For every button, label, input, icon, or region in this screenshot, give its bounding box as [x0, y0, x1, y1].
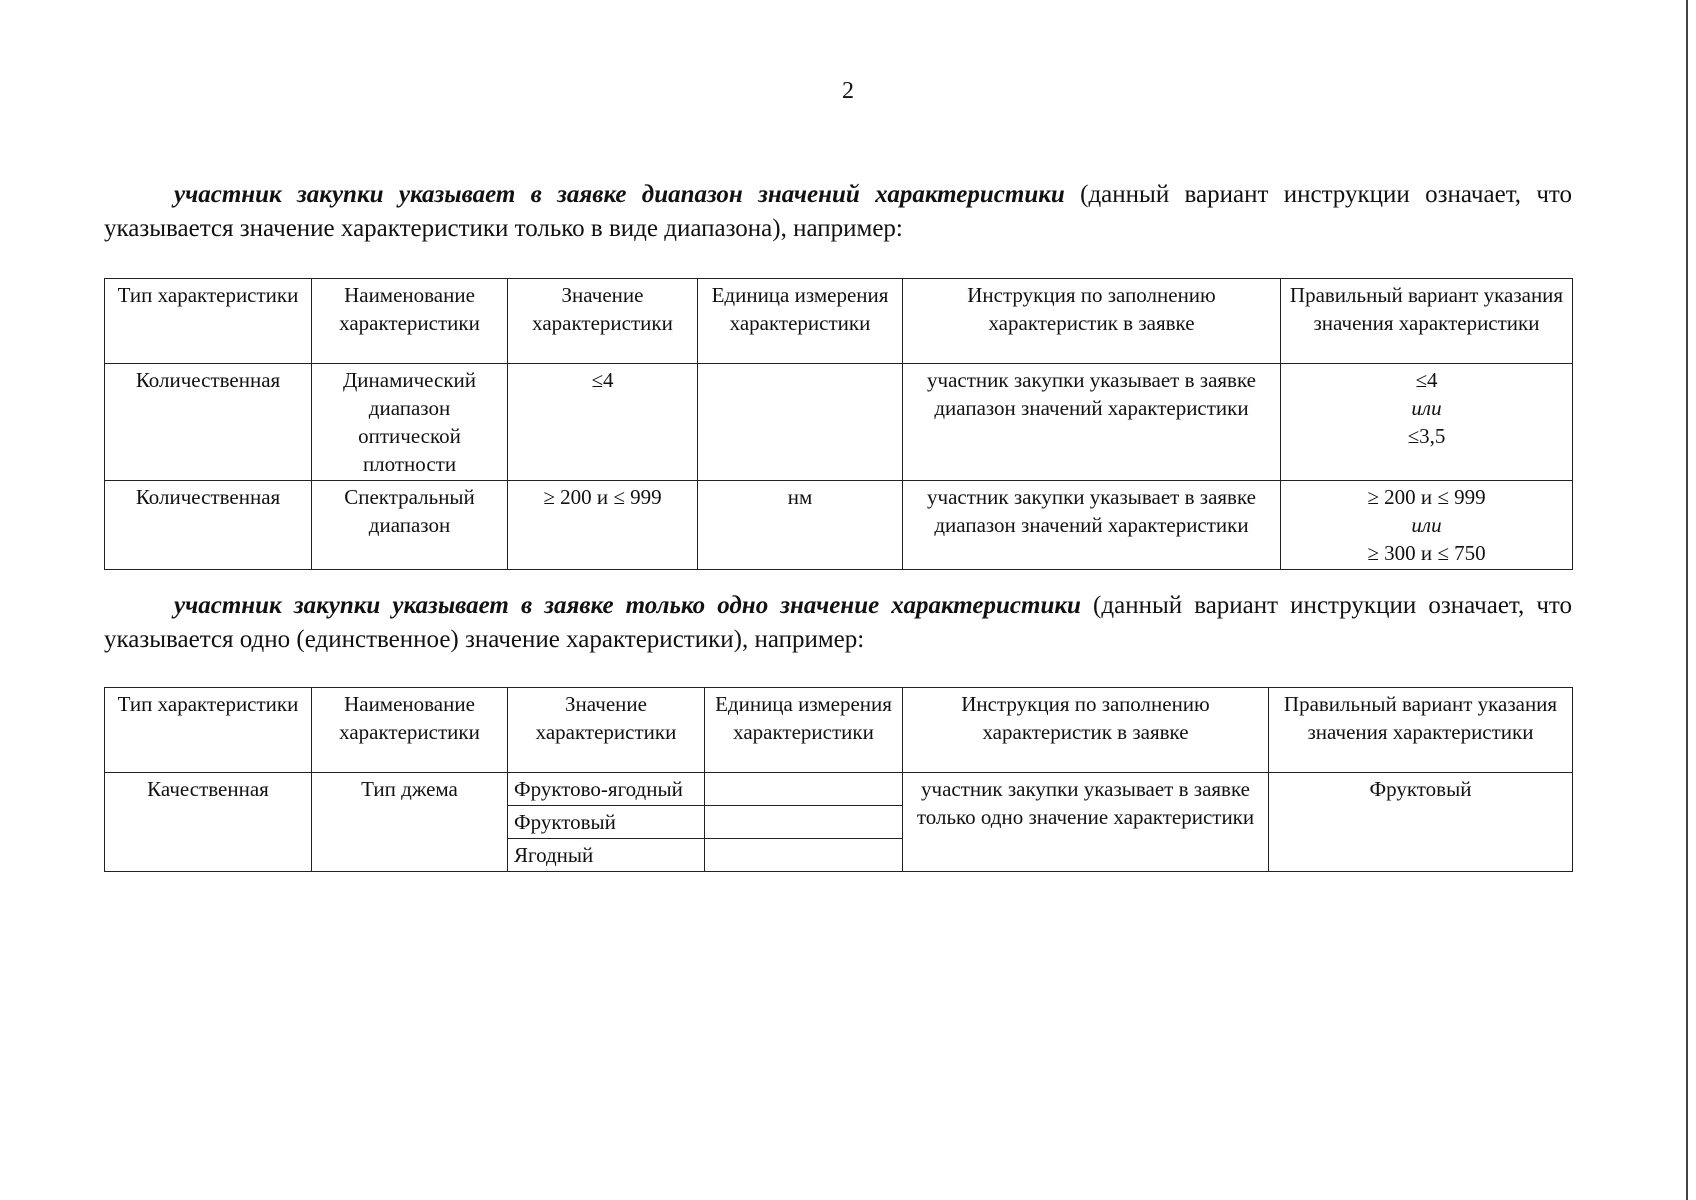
cell-correct: Фруктовый	[1269, 773, 1573, 872]
cell-value-option: Фруктово-ягодный	[508, 773, 705, 806]
cell-type: Качественная	[105, 773, 312, 872]
cell-name: Спектральный диапазон	[312, 481, 508, 570]
header-type: Тип характеристики	[105, 279, 312, 364]
table-row	[105, 481, 1573, 570]
section1-lead: участник закупки указывает в заявке диапазон значений характеристики	[174, 181, 1065, 208]
cell-instruction: участник закупки указывает в заявке диапазон значений характеристики	[903, 364, 1281, 481]
section2-paragraph	[104, 589, 1572, 657]
scan-edge	[1682, 0, 1696, 1200]
cell-unit	[705, 806, 903, 839]
cell-type: Количественная	[105, 364, 312, 481]
cell-value: ≥ 200 и ≤ 999	[508, 481, 698, 570]
cell-name: Тип джема	[312, 773, 508, 872]
correct-option-a: ≤4	[1415, 368, 1438, 392]
table-header-row	[105, 688, 1573, 773]
cell-name: Динамический диапазон оптической плотности	[312, 364, 508, 481]
header-name: Наименование характеристики	[312, 279, 508, 364]
table-row	[105, 773, 1573, 806]
correct-option-b: ≤3,5	[1407, 424, 1446, 448]
cell-unit	[698, 364, 903, 481]
header-unit: Единица измерения характеристики	[705, 688, 903, 773]
header-correct: Правильный вариант указания значения характеристики	[1281, 279, 1573, 364]
cell-correct	[1281, 364, 1573, 481]
correct-or: или	[1411, 513, 1442, 537]
cell-type: Количественная	[105, 481, 312, 570]
correct-option-b: ≥ 300 и ≤ 750	[1367, 541, 1486, 565]
table-row	[105, 364, 1573, 481]
section1-paragraph	[104, 178, 1572, 246]
header-correct: Правильный вариант указания значения характеристики	[1269, 688, 1573, 773]
cell-correct	[1281, 481, 1573, 570]
header-unit: Единица измерения характеристики	[698, 279, 903, 364]
header-type: Тип характеристики	[105, 688, 312, 773]
header-value: Значение характеристики	[508, 688, 705, 773]
cell-value-option: Ягодный	[508, 839, 705, 872]
header-instruction: Инструкция по заполнению характеристик в заявке	[903, 279, 1281, 364]
cell-instruction: участник закупки указывает в заявке только одно значение характеристики	[903, 773, 1269, 872]
single-value-example-table	[104, 687, 1573, 872]
cell-unit	[705, 839, 903, 872]
section1-text: (данный вариант инструкции означает, что указывается значение характеристики только в виде диапазона), например:	[104, 181, 1572, 242]
correct-option-a: ≥ 200 и ≤ 999	[1367, 485, 1486, 509]
page-number: 2	[842, 78, 854, 104]
section2-lead: участник закупки указывает в заявке только одно значение характеристики	[174, 592, 1081, 619]
cell-value: ≤4	[508, 364, 698, 481]
section2-text: (данный вариант инструкции означает, что указывается одно (единственное) значение характеристики), например:	[104, 592, 1572, 653]
header-value: Значение характеристики	[508, 279, 698, 364]
cell-instruction: участник закупки указывает в заявке диапазон значений характеристики	[903, 481, 1281, 570]
range-example-table	[104, 278, 1573, 570]
header-name: Наименование характеристики	[312, 688, 508, 773]
table-header-row	[105, 279, 1573, 364]
correct-or: или	[1411, 396, 1442, 420]
cell-value-option: Фруктовый	[508, 806, 705, 839]
cell-unit: нм	[698, 481, 903, 570]
cell-unit	[705, 773, 903, 806]
header-instruction: Инструкция по заполнению характеристик в заявке	[903, 688, 1269, 773]
